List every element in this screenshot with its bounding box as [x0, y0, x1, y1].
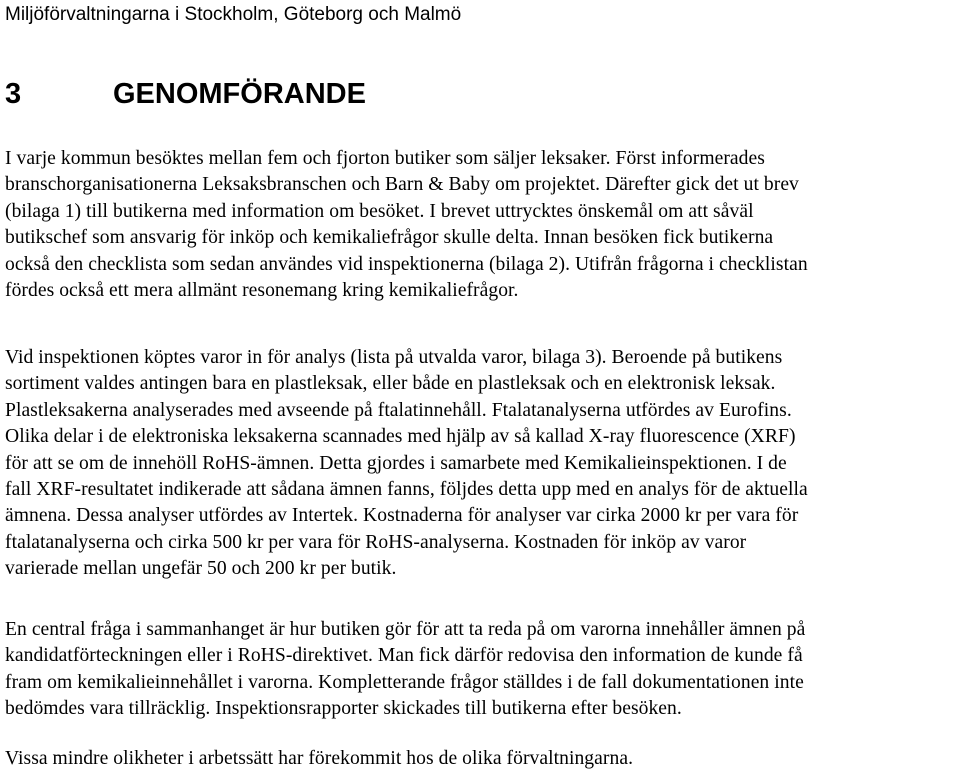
text-line: butikschef som ansvarig för inköp och kemikaliefrågor skulle delta. Innan besöken fick butikerna [5, 227, 774, 249]
text-line: kandidatförteckningen eller i RoHS-direktivet. Man fick därför redovisa den information de kunde få [5, 645, 803, 667]
text-line: (bilaga 1) till butikerna med information om besöket. I brevet uttrycktes önskemål om att såväl [5, 200, 754, 222]
text-line: varierade mellan ungefär 50 och 200 kr per butik. [5, 558, 397, 580]
text-line: ämnena. Dessa analyser utfördes av Intertek. Kostnaderna för analyser var cirka 2000 kr per vara för [5, 505, 799, 527]
running-header: Miljöförvaltningarna i Stockholm, Göteborg och Malmö [5, 4, 462, 25]
paragraph-central-question [5, 617, 960, 723]
paragraph-differences [5, 746, 960, 772]
text-line: branschorganisationerna Leksaksbranschen och Barn & Baby om projektet. Därefter gick det ut brev [5, 174, 799, 196]
text-line: I varje kommun besöktes mellan fem och fjorton butiker som säljer leksaker. Först informerades [5, 148, 765, 169]
text-line: Vissa mindre olikheter i arbetssätt har förekommit hos de olika förvaltningarna. [5, 748, 634, 769]
text-line: fram om kemikalieinnehållet i varorna. Kompletterande frågor ställdes i de fall dokumentationen inte [5, 671, 804, 693]
paragraph-product-analysis [5, 345, 960, 583]
text-line: bedömdes vara tillräcklig. Inspektionsrapporter skickades till butikerna efter besöken. [5, 698, 682, 720]
paragraph-store-visits [5, 146, 960, 304]
text-line: också den checklista som sedan användes vid inspektionerna (bilaga 2). Utifrån frågorna i checklistan [5, 253, 808, 275]
text-line: ftalatanalyserna och cirka 500 kr per vara för RoHS-analyserna. Kostnaden för inköp av varor [5, 531, 747, 553]
chapter-number: 3 [5, 78, 22, 110]
text-line: för att se om de innehöll RoHS-ämnen. Detta gjordes i samarbete med Kemikalieinspektionen. I de [5, 452, 787, 474]
text-line: sortiment valdes antingen bara en plastleksak, eller både en plastleksak och en elektronisk leksak. [5, 373, 776, 395]
text-line: fördes också ett mera allmänt resonemang kring kemikaliefrågor. [5, 280, 519, 302]
text-line: Plastleksakerna analyserades med avseende på ftalatinnehåll. Ftalatanalyserna utfördes av Eurofins. [5, 399, 792, 421]
chapter-title: GENOMFÖRANDE [113, 78, 366, 110]
chapter-heading [5, 76, 366, 112]
text-line: En central fråga i sammanhanget är hur butiken gör för att ta reda på om varorna innehåller ämnen på [5, 619, 806, 640]
text-line: fall XRF-resultatet indikerade att sådana ämnen fanns, följdes detta upp med en analys för de aktuella [5, 479, 808, 501]
text-line: Olika delar i de elektroniska leksakerna scannades med hjälp av så kallad X-ray fluorescence (XRF) [5, 426, 796, 448]
text-line: Vid inspektionen köptes varor in för analys (lista på utvalda varor, bilaga 3). Beroende på butikens [5, 347, 783, 368]
